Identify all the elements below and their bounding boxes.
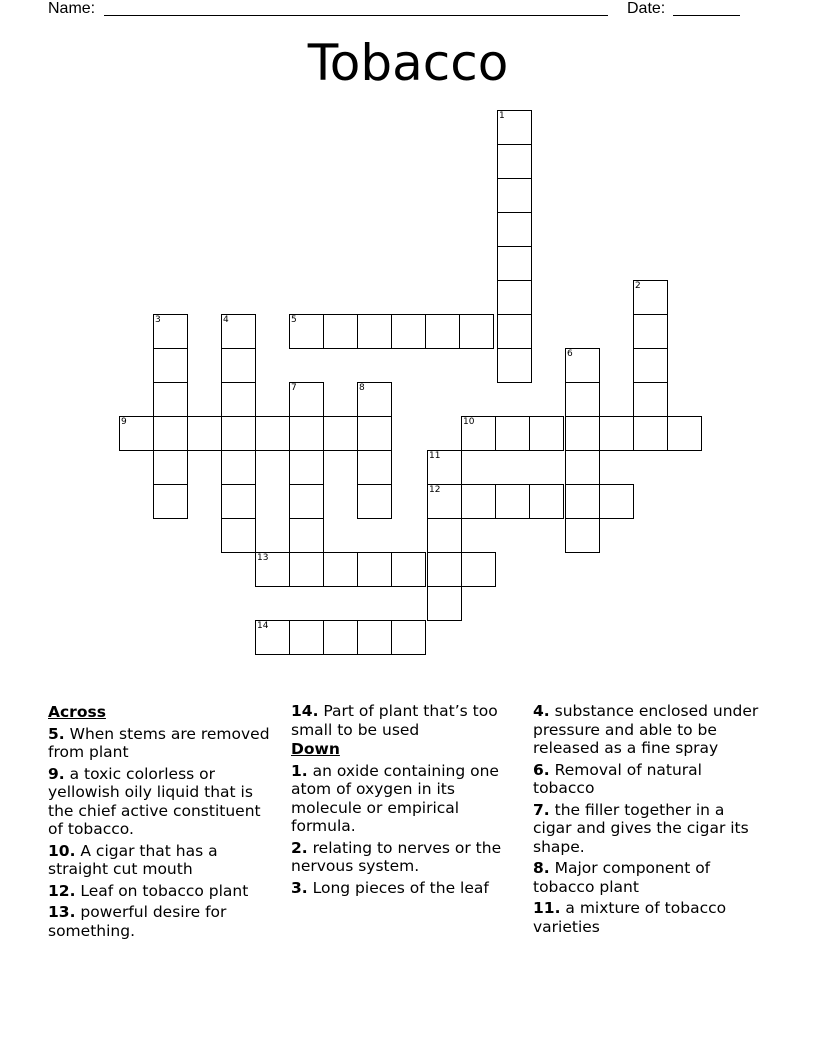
clue-number: 12. — [48, 881, 76, 900]
clue-down-4 — [533, 702, 765, 758]
clue-text: Major component of tobacco plant — [533, 859, 711, 896]
grid-cell[interactable] — [459, 314, 494, 349]
grid-cell[interactable] — [391, 552, 426, 587]
grid-cell[interactable] — [357, 450, 392, 485]
clue-text: Leaf on tobacco plant — [80, 881, 249, 900]
clue-text: relating to nerves or the nervous system. — [291, 838, 502, 875]
grid-cell[interactable] — [323, 314, 358, 349]
grid-cell[interactable] — [427, 586, 462, 621]
clue-number: 10. — [48, 841, 76, 860]
cell-number: 14 — [257, 621, 269, 631]
grid-cell[interactable] — [461, 484, 496, 519]
grid-cell[interactable] — [221, 450, 256, 485]
grid-cell[interactable] — [289, 382, 324, 417]
grid-cell[interactable] — [221, 348, 256, 383]
clues-column-3 — [533, 702, 765, 936]
date-label: Date: — [627, 0, 666, 17]
grid-cell[interactable] — [633, 416, 668, 451]
clue-down-7 — [533, 801, 765, 857]
grid-cell[interactable] — [153, 484, 188, 519]
grid-cell[interactable] — [357, 314, 392, 349]
grid-cell[interactable] — [357, 620, 392, 655]
clue-text: Long pieces of the leaf — [312, 878, 489, 897]
clue-text: When stems are removed from plant — [48, 724, 270, 761]
grid-cell[interactable] — [497, 246, 532, 281]
across-heading: Across — [48, 703, 106, 721]
grid-cell[interactable] — [153, 382, 188, 417]
grid-cell[interactable] — [221, 382, 256, 417]
grid-cell[interactable] — [289, 620, 324, 655]
cell-number: 3 — [155, 315, 161, 325]
grid-cell[interactable] — [221, 484, 256, 519]
clue-text: a toxic colorless or yellowish oily liquid that is the chief active constituent of tobacco. — [48, 764, 261, 838]
clue-down-6 — [533, 761, 765, 798]
clue-down-11 — [533, 899, 765, 936]
grid-cell[interactable] — [529, 416, 564, 451]
clue-number: 14. — [291, 702, 319, 720]
cell-number: 12 — [429, 485, 441, 495]
header — [0, 0, 816, 22]
cell-number: 10 — [463, 417, 475, 427]
grid-cell[interactable] — [565, 416, 600, 451]
grid-cell[interactable] — [497, 178, 532, 213]
grid-cell[interactable] — [497, 348, 532, 383]
cell-number: 2 — [635, 281, 641, 291]
clue-number: 2. — [291, 838, 308, 857]
grid-cell[interactable] — [187, 416, 222, 451]
grid-cell[interactable] — [221, 314, 256, 349]
clues-column-1 — [48, 702, 280, 940]
clue-text: a mixture of tobacco varieties — [533, 899, 727, 936]
clue-number: 9. — [48, 764, 65, 783]
grid-cell[interactable] — [425, 314, 460, 349]
grid-cell[interactable] — [255, 552, 290, 587]
clue-text: Removal of natural tobacco — [533, 760, 702, 797]
grid-cell[interactable] — [153, 348, 188, 383]
cell-number: 4 — [223, 315, 229, 325]
cell-number: 7 — [291, 383, 297, 393]
grid-cell[interactable] — [495, 484, 530, 519]
grid-cell[interactable] — [427, 518, 462, 553]
grid-cell[interactable] — [357, 382, 392, 417]
grid-cell[interactable] — [323, 620, 358, 655]
clue-number: 13. — [48, 903, 76, 921]
clue-text: the filler together in a cigar and gives the cigar its shape. — [533, 800, 749, 856]
clue-number: 1. — [291, 761, 308, 780]
clues-column-2 — [291, 702, 523, 897]
grid-cell[interactable] — [497, 314, 532, 349]
name-label: Name: — [48, 0, 96, 17]
grid-cell[interactable] — [255, 416, 290, 451]
clue-down-1 — [291, 762, 523, 836]
date-line — [673, 15, 740, 16]
grid-cell[interactable] — [633, 280, 668, 315]
clue-text: an oxide containing one atom of oxygen in its molecule or empirical formula. — [291, 761, 499, 835]
clue-across-14 — [291, 702, 523, 739]
grid-cell[interactable] — [495, 416, 530, 451]
clue-number: 8. — [533, 859, 550, 877]
grid-cell[interactable] — [633, 314, 668, 349]
grid-cell[interactable] — [667, 416, 702, 451]
grid-cell[interactable] — [565, 450, 600, 485]
grid-cell[interactable] — [289, 416, 324, 451]
grid-cell[interactable] — [357, 552, 392, 587]
grid-cell[interactable] — [427, 450, 462, 485]
grid-cell[interactable] — [599, 416, 634, 451]
clue-number: 6. — [533, 760, 550, 779]
grid-cell[interactable] — [153, 314, 188, 349]
clue-across-12 — [48, 882, 280, 901]
grid-cell[interactable] — [153, 450, 188, 485]
clue-number: 5. — [48, 724, 65, 743]
grid-cell[interactable] — [427, 552, 462, 587]
clue-across-13 — [48, 903, 280, 940]
grid-cell[interactable] — [461, 552, 496, 587]
name-line — [104, 15, 608, 16]
grid-cell[interactable] — [323, 416, 358, 451]
clue-number: 11. — [533, 899, 561, 917]
grid-cell[interactable] — [461, 416, 496, 451]
grid-cell[interactable] — [497, 280, 532, 315]
clue-down-3 — [291, 879, 523, 898]
clue-number: 3. — [291, 878, 308, 897]
grid-cell[interactable] — [289, 484, 324, 519]
grid-cell[interactable] — [255, 620, 290, 655]
clue-text: A cigar that has a straight cut mouth — [48, 841, 218, 878]
grid-cell[interactable] — [633, 382, 668, 417]
grid-cell[interactable] — [427, 484, 462, 519]
clue-across-5 — [48, 725, 280, 762]
cell-number: 5 — [291, 315, 297, 325]
clue-down-2 — [291, 839, 523, 876]
grid-cell[interactable] — [599, 484, 634, 519]
grid-cell[interactable] — [633, 348, 668, 383]
grid-cell[interactable] — [221, 416, 256, 451]
cell-number: 8 — [359, 383, 365, 393]
grid-cell[interactable] — [119, 416, 154, 451]
grid-cell[interactable] — [497, 110, 532, 145]
grid-cell[interactable] — [323, 552, 358, 587]
cell-number: 9 — [121, 417, 127, 427]
grid-cell[interactable] — [357, 484, 392, 519]
clue-text: substance enclosed under pressure and able to be released as a fine spray — [533, 702, 759, 757]
clue-text: Part of plant that’s too small to be used — [291, 702, 498, 739]
cell-number: 6 — [567, 349, 573, 359]
grid-cell[interactable] — [357, 416, 392, 451]
grid-cell[interactable] — [565, 348, 600, 383]
clue-across-9 — [48, 765, 280, 839]
cell-number: 11 — [429, 451, 441, 461]
grid-cell[interactable] — [565, 382, 600, 417]
clue-text: powerful desire for something. — [48, 903, 227, 940]
grid-cell[interactable] — [497, 144, 532, 179]
grid-cell[interactable] — [289, 314, 324, 349]
grid-cell[interactable] — [391, 314, 426, 349]
grid-cell[interactable] — [289, 552, 324, 587]
grid-cell[interactable] — [565, 484, 600, 519]
clue-down-8 — [533, 859, 765, 896]
cell-number: 13 — [257, 553, 269, 563]
grid-cell[interactable] — [221, 518, 256, 553]
grid-cell[interactable] — [289, 450, 324, 485]
clue-number: 7. — [533, 800, 550, 819]
clue-number: 4. — [533, 702, 550, 720]
clue-across-10 — [48, 842, 280, 879]
page-title: Tobacco — [307, 34, 509, 92]
grid-cell[interactable] — [565, 518, 600, 553]
grid-cell[interactable] — [153, 416, 188, 451]
grid-cell[interactable] — [289, 518, 324, 553]
grid-cell[interactable] — [529, 484, 564, 519]
grid-cell[interactable] — [497, 212, 532, 247]
grid-cell[interactable] — [391, 620, 426, 655]
cell-number: 1 — [499, 111, 505, 121]
down-heading: Down — [291, 740, 340, 758]
